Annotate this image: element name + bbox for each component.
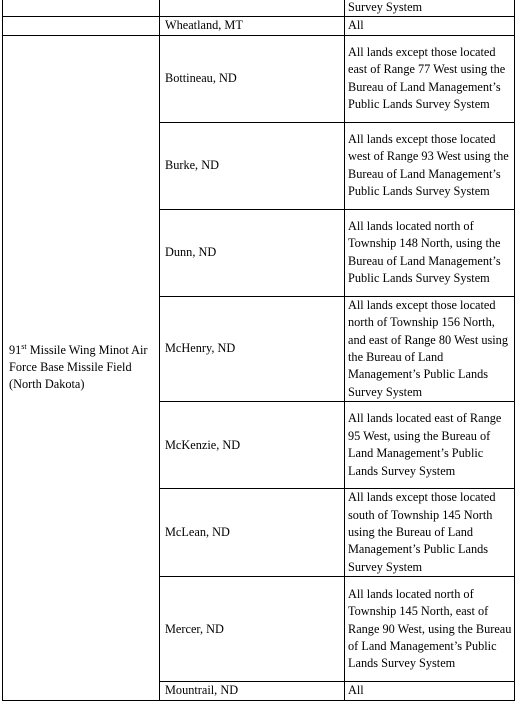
table-row xyxy=(3,17,515,35)
county-cell: Bottineau, ND xyxy=(160,35,345,122)
description-cell: All lands except those located south of Township 145 North using the Bureau of Land Management’s Public Lands Survey System xyxy=(345,489,515,577)
county-cell: Wheatland, MT xyxy=(160,17,345,35)
description-cell: All xyxy=(345,17,515,35)
installation-cell: 91st Missile Wing Minot Air Force Base Missile Field (North Dakota) xyxy=(3,35,160,700)
table-row xyxy=(3,0,515,17)
county-cell: Dunn, ND xyxy=(160,209,345,296)
county-cell: Mountrail, ND xyxy=(160,682,345,700)
description-cell: All lands except those located east of Range 77 West using the Bureau of Land Management’s Public Lands Survey System xyxy=(345,35,515,122)
description-cell: All lands located north of Township 148 North, using the Bureau of Land Management’s Public Lands Survey System xyxy=(345,209,515,296)
installation-cell xyxy=(3,0,160,17)
installation-table xyxy=(2,0,515,701)
table-row xyxy=(3,35,515,122)
description-cell: All lands except those located west of Range 93 West using the Bureau of Land Management’s Public Lands Survey System xyxy=(345,122,515,209)
county-cell: McHenry, ND xyxy=(160,296,345,401)
description-cell: All lands except those located north of Township 156 North, and east of Range 80 West using the Bureau of Land Management’s Public Lands Survey System xyxy=(345,296,515,401)
description-cell: All lands located east of Range 95 West, using the Bureau of Land Management’s Public Lands Survey System xyxy=(345,402,515,489)
county-cell: Mercer, ND xyxy=(160,577,345,682)
description-cell: All xyxy=(345,682,515,700)
description-cell: Survey System xyxy=(345,0,515,17)
county-cell xyxy=(160,0,345,17)
installation-cell xyxy=(3,17,160,35)
county-cell: Burke, ND xyxy=(160,122,345,209)
county-cell: McLean, ND xyxy=(160,489,345,577)
county-cell: McKenzie, ND xyxy=(160,402,345,489)
description-cell: All lands located north of Township 145 North, east of Range 90 West, using the Bureau of Land Management’s Public Lands Survey System xyxy=(345,577,515,682)
